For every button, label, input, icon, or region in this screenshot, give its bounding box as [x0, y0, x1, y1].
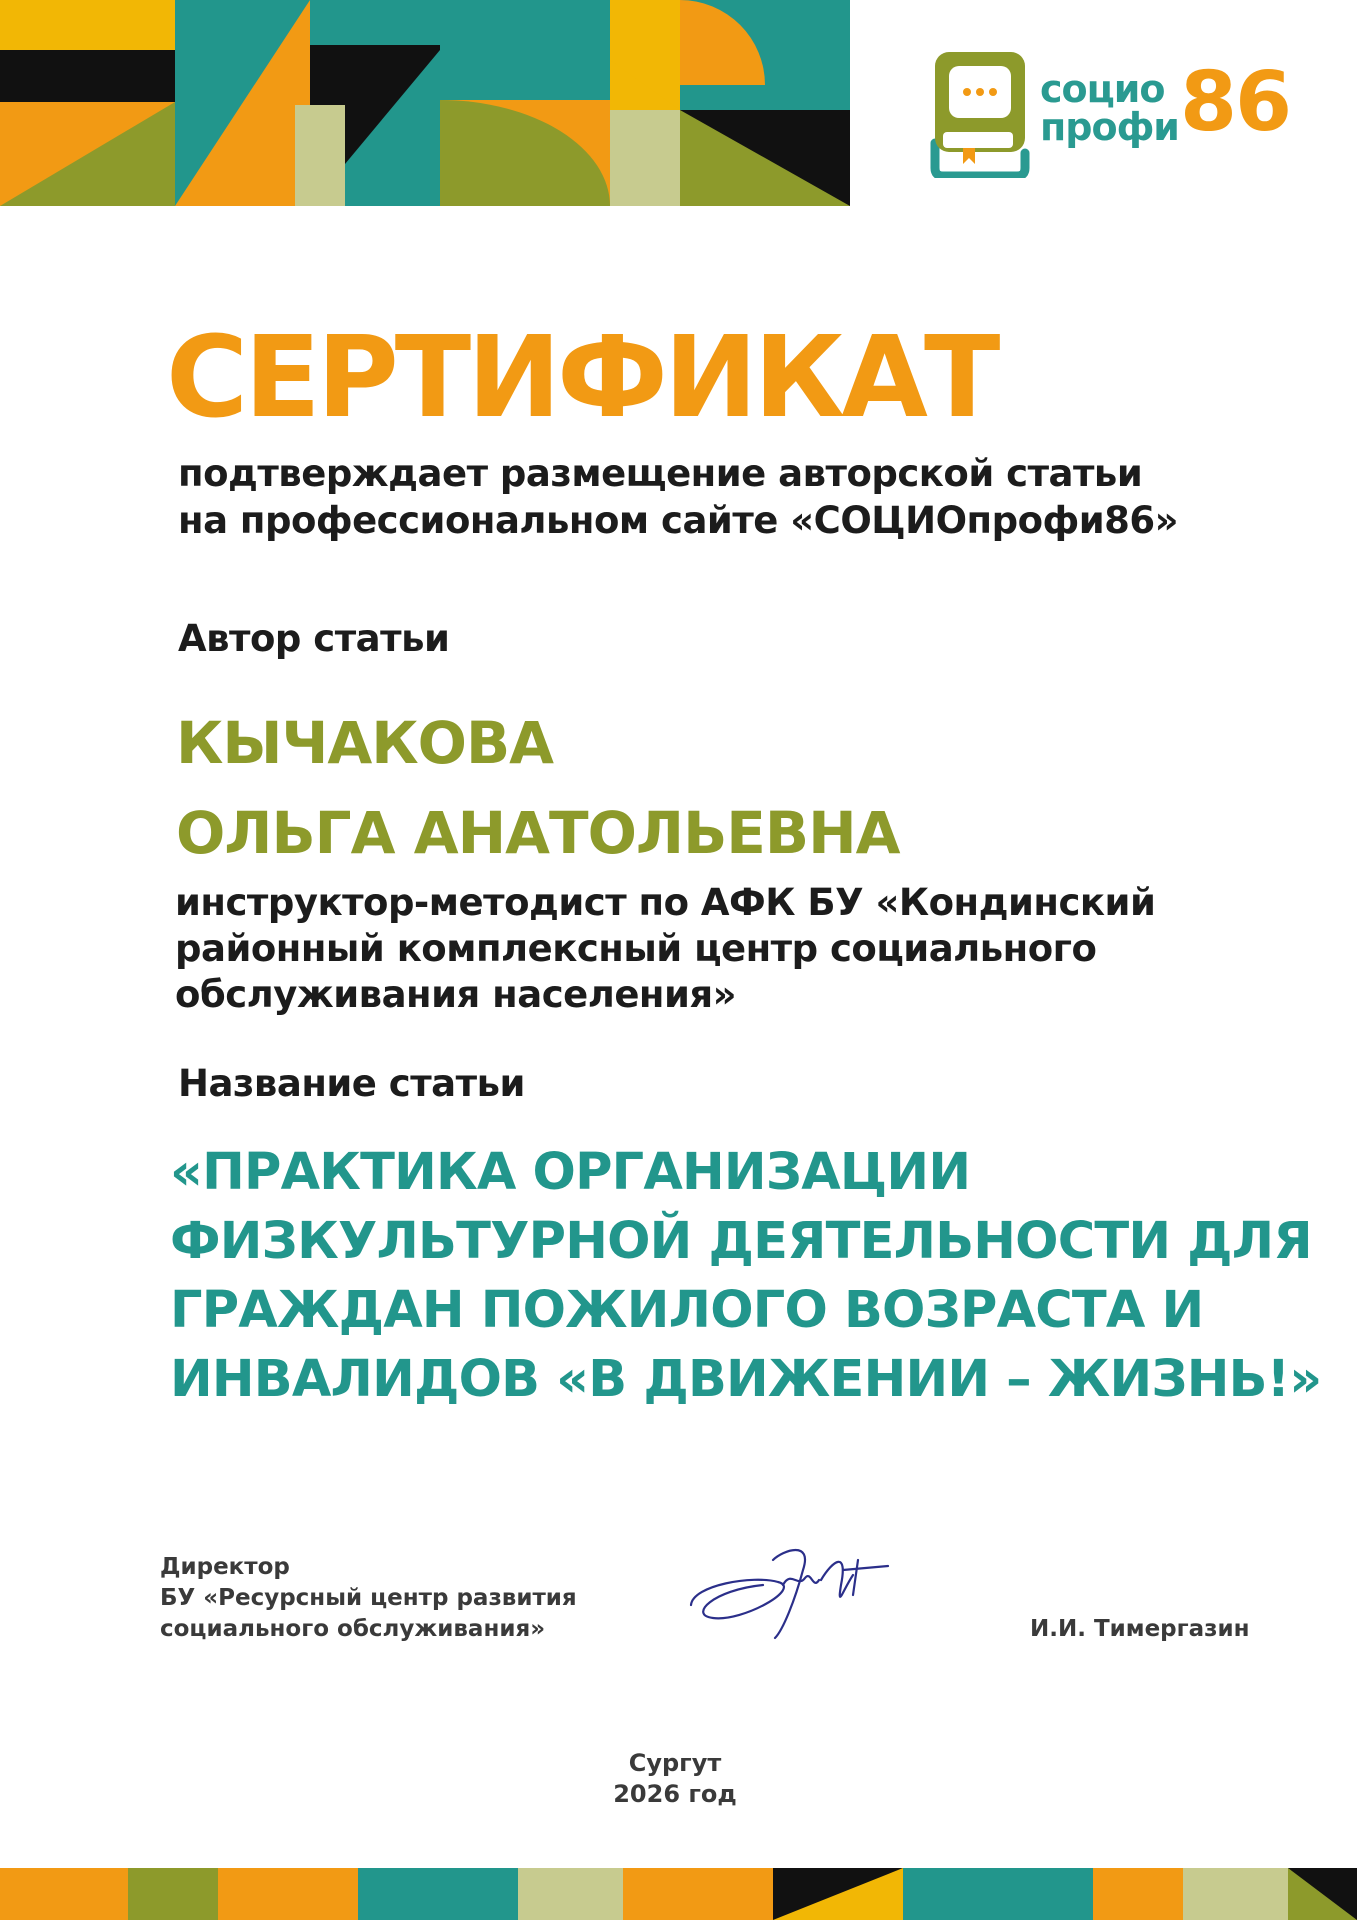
director-title: [160, 1552, 577, 1645]
footer-place-date: [560, 1748, 790, 1810]
header-geometric-banner: [0, 0, 850, 206]
article-title: [170, 1138, 1321, 1414]
logo-word-profi: профи: [1040, 105, 1179, 149]
logo-number: 86: [1180, 55, 1291, 150]
director-line: БУ «Ресурсный центр развития: [160, 1585, 577, 1611]
chat-book-icon: [925, 48, 1035, 178]
author-label: Автор статьи: [178, 617, 450, 660]
article-title-line: «ПРАКТИКА ОРГАНИЗАЦИИ: [170, 1143, 971, 1202]
article-label: Название статьи: [178, 1062, 525, 1105]
director-line: Директор: [160, 1554, 290, 1580]
article-title-line: ФИЗКУЛЬТУРНОЙ ДЕЯТЕЛЬНОСТИ ДЛЯ: [170, 1212, 1312, 1271]
subtitle-line: подтверждает размещение авторской статьи: [178, 452, 1143, 495]
article-title-line: ГРАЖДАН ПОЖИЛОГО ВОЗРАСТА И: [170, 1281, 1204, 1340]
certificate-subtitle: [178, 450, 1178, 544]
author-position: [175, 880, 1155, 1018]
position-line: районный комплексный центр социального: [175, 927, 1097, 970]
certificate-title: СЕРТИФИКАТ: [166, 313, 997, 443]
subtitle-line: на профессиональном сайте «СОЦИОпрофи86»: [178, 499, 1179, 542]
director-line: социального обслуживания»: [160, 1616, 546, 1642]
author-given-names: ОЛЬГА АНАТОЛЬЕВНА: [176, 799, 900, 867]
logo-word-socio: социо: [1040, 67, 1165, 111]
article-title-line: ИНВАЛИДОВ «В ДВИЖЕНИИ – ЖИЗНЬ!»: [170, 1350, 1322, 1409]
footer-city: Сургут: [628, 1749, 722, 1777]
handwritten-signature: [683, 1530, 893, 1650]
footer-geometric-strip: [0, 1868, 1357, 1920]
author-name: [176, 698, 900, 878]
signer-name: И.И. Тимергазин: [1030, 1616, 1250, 1642]
author-surname: КЫЧАКОВА: [176, 709, 554, 777]
position-line: инструктор-методист по АФК БУ «Кондинский: [175, 881, 1156, 924]
footer-year: 2026 год: [613, 1780, 737, 1808]
position-line: обслуживания населения»: [175, 973, 737, 1016]
